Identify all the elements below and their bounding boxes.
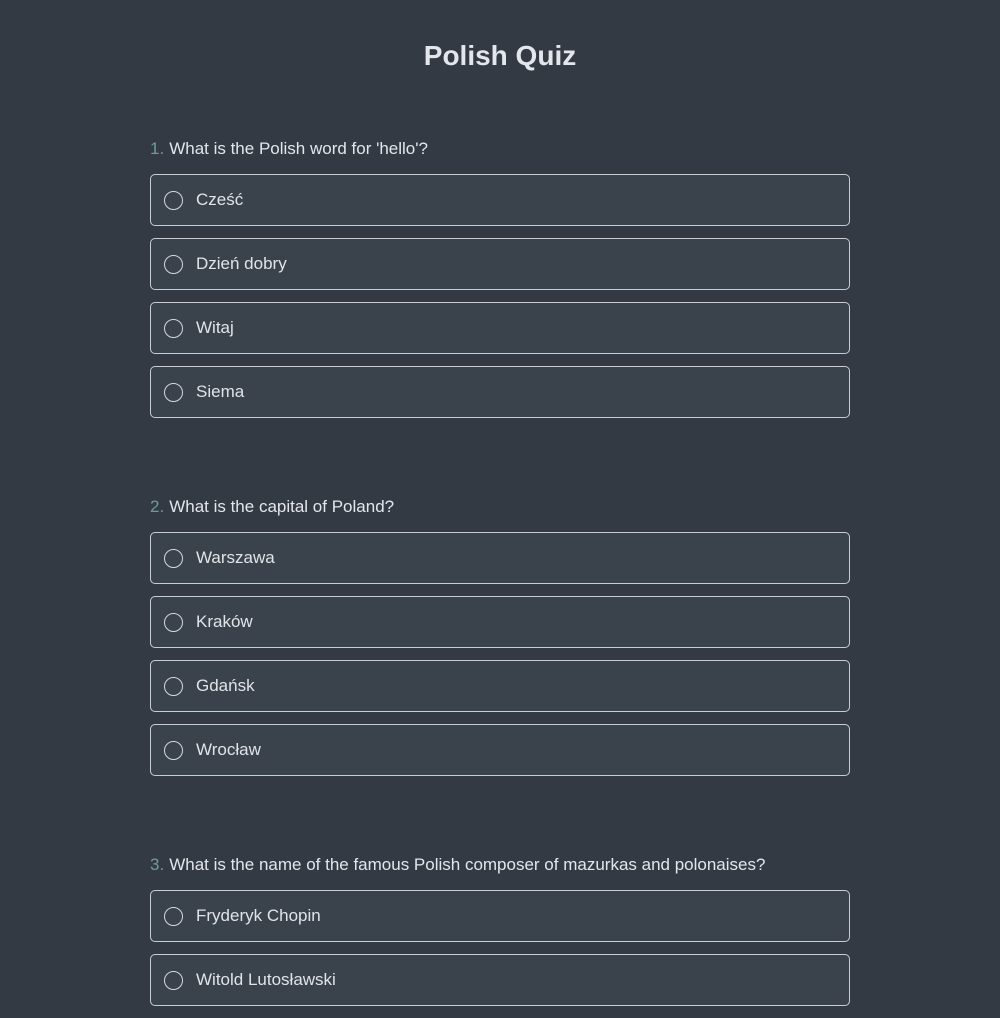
question-number: 1. [150,139,165,158]
page-title: Polish Quiz [423,40,577,71]
radio-button-icon[interactable] [164,971,183,990]
radio-button-icon[interactable] [164,383,183,402]
radio-button-icon[interactable] [164,319,183,338]
answer-option[interactable] [150,238,850,290]
answer-option[interactable] [150,954,850,1006]
question-2 [150,494,850,788]
answer-option[interactable] [150,532,850,584]
answer-option-label: Gdańsk [196,676,255,695]
answer-option-label: Dzień dobry [196,254,287,273]
answer-option-label: Witold Lutosławski [196,970,336,989]
answer-option[interactable] [150,890,850,942]
answer-option[interactable] [150,366,850,418]
question-label [150,852,850,878]
answer-option-label: Cześć [196,190,244,209]
answer-option-label: Wrocław [196,740,261,759]
question-text: What is the capital of Poland? [169,497,395,516]
radio-button-icon[interactable] [164,741,183,760]
question-number: 2. [150,497,165,516]
answer-option[interactable] [150,724,850,776]
radio-button-icon[interactable] [164,191,183,210]
radio-button-icon[interactable] [164,677,183,696]
question-label [150,494,850,520]
answer-option-label: Witaj [196,318,234,337]
question-3 [150,852,850,1018]
question-text: What is the name of the famous Polish composer of mazurkas and polonaises? [169,855,766,874]
question-1 [150,136,850,430]
answer-option-label: Kraków [196,612,253,631]
answer-option[interactable] [150,302,850,354]
answer-option-label: Warszawa [196,548,275,567]
radio-button-icon[interactable] [164,907,183,926]
answer-option[interactable] [150,174,850,226]
answer-option[interactable] [150,660,850,712]
radio-button-icon[interactable] [164,255,183,274]
answer-option[interactable] [150,596,850,648]
radio-button-icon[interactable] [164,549,183,568]
answer-option-label: Siema [196,382,245,401]
answer-option-label: Fryderyk Chopin [196,906,321,925]
question-text: What is the Polish word for 'hello'? [169,139,428,158]
question-label [150,136,850,162]
radio-button-icon[interactable] [164,613,183,632]
question-number: 3. [150,855,165,874]
